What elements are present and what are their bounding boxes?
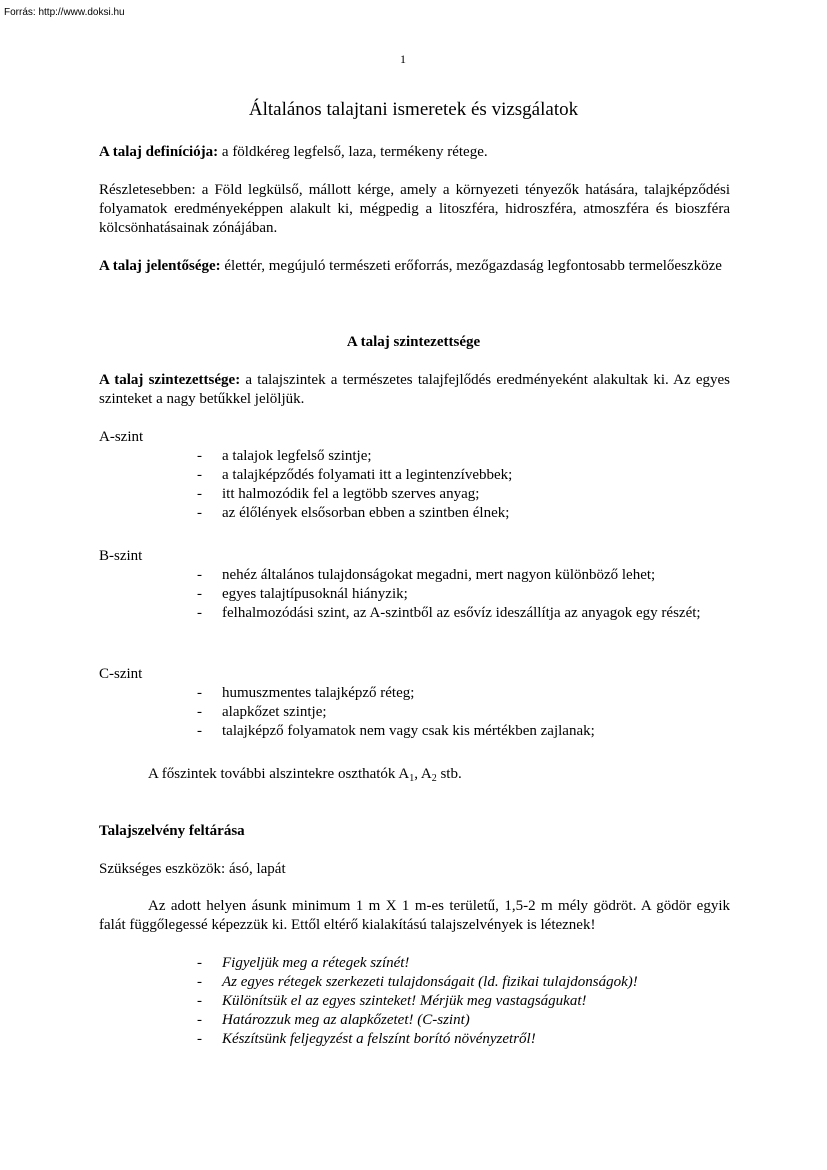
section-heading-profile: [99, 822, 730, 841]
subdivision-note: [148, 765, 730, 784]
list-item: - felhalmozódási szint, az A-szintből az esővíz ideszállítja az anyagok egy részét;: [195, 604, 730, 623]
list-item: - egyes talajtípusoknál hiányzik;: [195, 585, 730, 604]
detail-paragraph: Részletesebben: a Föld legkülső, mállott kérge, amely a környezeti tényezők hatására, talajképződési folyamatok eredményeképpen alakult ki, mégpedig a litoszféra, hidroszféra, atmoszféra és bioszféra kölcsönhatásainak zónájában.: [99, 182, 730, 236]
level-a-label: A-szint: [99, 429, 144, 445]
level-b-list: [195, 566, 730, 623]
list-item: - Az egyes rétegek szerkezeti tulajdonságait (ld. fizikai tulajdonságok)!: [195, 973, 730, 992]
list-item: - az élőlények elsősorban ebben a szintben élnek;: [195, 504, 730, 523]
page-title: Általános talajtani ismeretek és vizsgálatok: [248, 99, 579, 120]
list-item: - itt halmozódik fel a legtöbb szerves anyag;: [195, 485, 730, 504]
definition-label: A talaj definíciója:: [99, 144, 219, 160]
importance-label: A talaj jelentősége:: [99, 258, 221, 274]
subdivision-end: stb.: [436, 766, 462, 782]
list-item: - a talajképződés folyamati itt a legintenzívebbek;: [195, 466, 730, 485]
importance-text: élettér, megújuló természeti erőforrás, mezőgazdaság legfontosabb termelőeszköze: [220, 258, 722, 274]
list-item: - Figyeljük meg a rétegek színét!: [195, 954, 730, 973]
level-a-list: [195, 447, 730, 523]
procedure-paragraph: Az adott helyen ásunk minimum 1 m X 1 m-es területű, 1,5-2 m mély gödröt. A gödör egyik falát függőlegessé képezzük ki. Ettől eltérő kialakítású talajszelvények is léteznek!: [99, 898, 730, 933]
subscript-1: 1: [409, 773, 415, 784]
list-item: - humuszmentes talajképző réteg;: [195, 684, 730, 703]
list-item: - Különítsük el az egyes szinteket! Mérjük meg vastagságukat!: [195, 992, 730, 1011]
source-line: Forrás: http://www.doksi.hu: [4, 7, 125, 18]
list-item: - talajképző folyamatok nem vagy csak kis mértékben zajlanak;: [195, 722, 730, 741]
subdivision-separator: , A: [414, 766, 432, 782]
level-b-label: B-szint: [99, 548, 143, 564]
level-c-label: C-szint: [99, 666, 143, 682]
definition-paragraph: [99, 143, 730, 162]
importance-paragraph: [99, 257, 730, 276]
page-number: 1: [400, 52, 406, 66]
subdivision-text: A főszintek további alszintekre oszthatók A: [148, 766, 410, 782]
list-item: - Határozzuk meg az alapkőzetet! (C-szint): [195, 1011, 730, 1030]
profile-heading-text: Talajszelvény feltárása: [99, 823, 245, 839]
stratification-label: A talaj szintezettsége:: [99, 372, 241, 388]
list-item: - nehéz általános tulajdonságokat megadni, mert nagyon különböző lehet;: [195, 566, 730, 585]
section-heading-stratification: A talaj szintezettsége: [346, 334, 481, 350]
list-item: - alapkőzet szintje;: [195, 703, 730, 722]
stratification-paragraph: [99, 371, 730, 409]
level-c-list: [195, 684, 730, 741]
list-item: - a talajok legfelső szintje;: [195, 447, 730, 466]
tools-paragraph: Szükséges eszközök: ásó, lapát: [99, 861, 286, 877]
task-list: [195, 954, 730, 1049]
subscript-2: 2: [431, 773, 437, 784]
stratification-text: a talajszintek a természetes talajfejlődés eredményeként alakultak ki. Az egyes szinteket a nagy betűkkel jelöljük.: [99, 372, 730, 407]
definition-text: a földkéreg legfelső, laza, termékeny rétege.: [218, 144, 488, 160]
list-item: - Készítsünk feljegyzést a felszínt borító növényzetről!: [195, 1030, 730, 1049]
